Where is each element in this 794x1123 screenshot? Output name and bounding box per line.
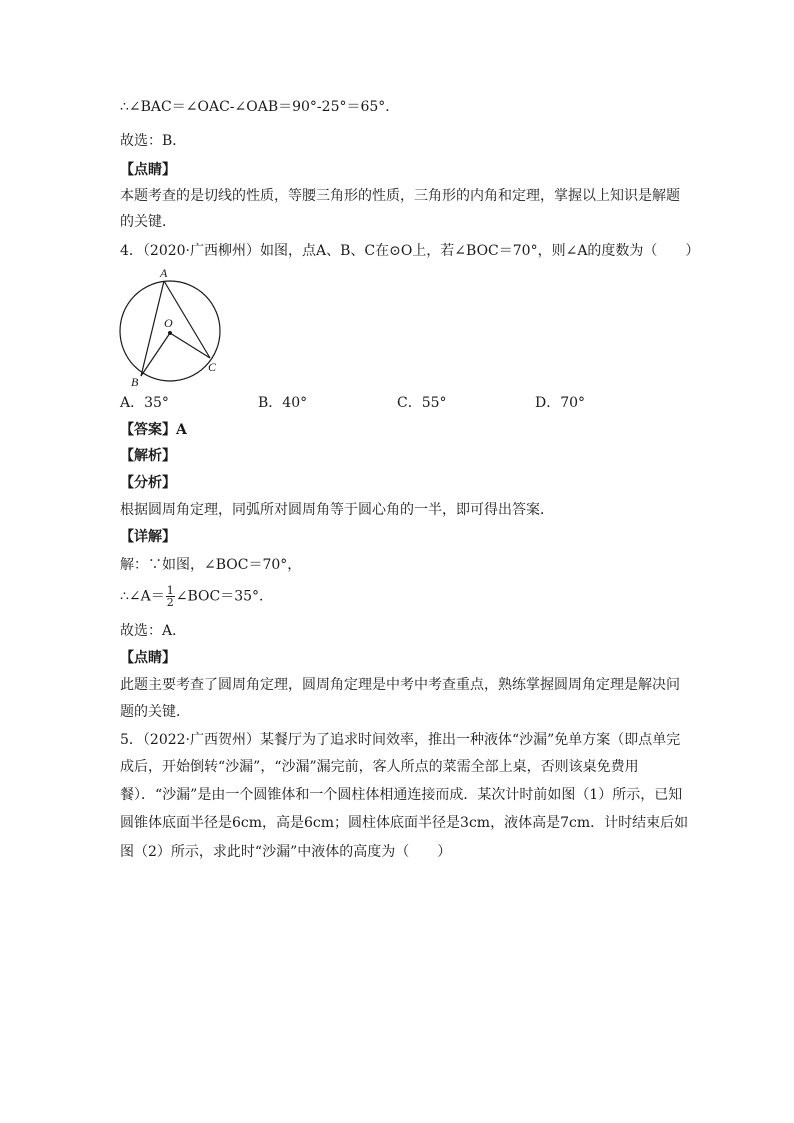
label-o: O: [164, 316, 173, 330]
segment-ob: [141, 333, 170, 376]
calc-prefix: ∴∠A＝: [120, 588, 165, 605]
option-a: A．35°: [120, 395, 169, 411]
question-5-line-1: 5．（2022·广西贺州）某餐厅为了追求时间效率，推出一种液体“沙漏”免单方案（即点单完: [120, 732, 681, 748]
summary-line-1: 此题主要考查了圆周角定理，圆周角定理是中考中考查重点，熟练掌握圆周角定理是解决问: [120, 677, 680, 693]
section-jiexi: 【解析】: [120, 448, 176, 464]
question-4: 4．（2020·广西柳州）如图，点A、B、C在⊙O上，若∠BOC＝70°，则∠A的度数为（ ）: [120, 243, 700, 259]
choice-line-2: 故选：A．: [120, 623, 187, 639]
label-b: B: [131, 375, 139, 389]
question-5-line-4: 圆锥体底面半径是6cm，高是6cm；圆柱体底面半径是3cm，液体高是7cm．计时结束后如: [120, 815, 689, 831]
choice-line: 故选：B．: [120, 133, 187, 149]
label-c: C: [208, 360, 217, 374]
calc-suffix: ∠BOC＝35°．: [175, 588, 274, 605]
segment-ab: [141, 281, 164, 376]
comment-line-1: 本题考查的是切线的性质，等腰三角形的性质，三角形的内角和定理，掌握以上知识是解题: [120, 188, 680, 204]
option-b: B．40°: [258, 395, 308, 411]
section-answer: 【答案】A: [120, 422, 187, 438]
section-xiangjie: 【详解】: [120, 529, 176, 545]
solution-line: 解：∵如图，∠BOC＝70°，: [120, 557, 302, 573]
option-c: C．55°: [397, 395, 447, 411]
analysis-text: 根据圆周角定理，同弧所对圆周角等于圆心角的一半，即可得出答案．: [120, 502, 554, 518]
question-5-line-5: 图（2）所示，求此时“沙漏”中液体的高度为（ ）: [120, 844, 452, 860]
option-d: D．70°: [535, 395, 586, 411]
section-fenxi: 【分析】: [120, 475, 176, 491]
section-dianjing-2: 【点睛】: [120, 650, 176, 666]
comment-line-2: 的关键．: [120, 214, 176, 230]
calc-line: [120, 585, 273, 608]
question-5-line-2: 成后，开始倒转“沙漏”，“沙漏”漏完前，客人所点的菜需全部上桌，否则该桌免费用: [120, 759, 639, 775]
segment-oc: [170, 333, 210, 358]
section-dianjing: 【点睛】: [120, 162, 176, 178]
fraction-half: [166, 585, 175, 608]
center-point: [168, 331, 172, 335]
fraction-denominator: 2: [166, 596, 174, 609]
circle-figure: [114, 264, 226, 390]
question-5-line-3: 餐）．“沙漏”是由一个圆锥体和一个圆柱体相通连接而成．某次计时前如图（1）所示，已知: [120, 787, 683, 803]
conclusion-line: ∴∠BAC＝∠OAC-∠OAB＝90°-25°＝65°．: [120, 99, 400, 115]
summary-line-2: 题的关键．: [120, 704, 190, 720]
label-a: A: [160, 266, 168, 280]
fraction-numerator: 1: [166, 584, 174, 597]
